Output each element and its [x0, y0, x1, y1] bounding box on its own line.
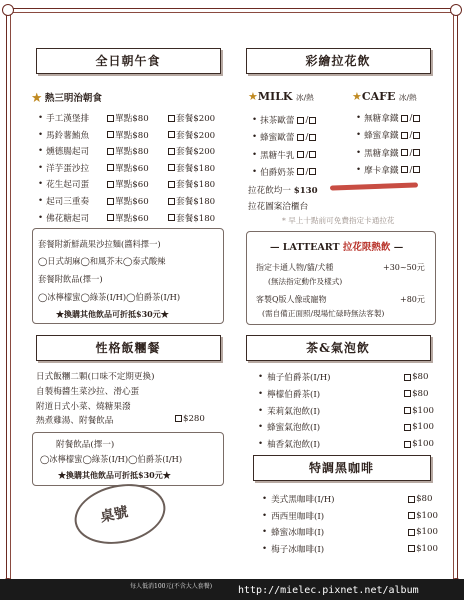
checkbox[interactable]: [168, 198, 175, 205]
milk-header: ★MILK 冰/熱: [248, 90, 314, 103]
rice-line-4: 熱煮雞湯、附餐飲品: [36, 416, 114, 426]
checkbox[interactable]: [401, 115, 408, 122]
item-name: 黑糖拿鐵: [364, 148, 399, 159]
item-name: 柚子伯爵茶(I/H): [267, 373, 331, 383]
rice-line-1: 日式飯糰二顆(口味不定期更換): [36, 372, 155, 382]
checkbox[interactable]: [107, 198, 114, 205]
footer-url[interactable]: http://mielec.pixnet.net/album: [238, 585, 419, 596]
item-name: 梅子冰咖啡(I): [271, 544, 325, 555]
item-price: $100: [412, 405, 434, 416]
breakfast-header-box: [36, 48, 221, 74]
rice-line-2: 自製梅醬生菜沙拉、滑心蛋: [36, 387, 140, 397]
footer-bar: [0, 579, 464, 600]
checkbox[interactable]: [413, 149, 420, 156]
item-name: 蜂蜜歐蕾: [260, 133, 295, 144]
item-name: 手工漢堡排: [46, 114, 90, 124]
checkbox[interactable]: [404, 407, 411, 414]
bullet: •: [262, 527, 268, 538]
star-icon: ★: [352, 90, 362, 103]
rice-title: 性格飯糰餐: [95, 341, 161, 355]
bullet: •: [38, 146, 44, 157]
tea-item: [258, 438, 434, 450]
item-name: 燻德腸起司: [46, 147, 90, 158]
corner-ornament: [2, 4, 14, 16]
latteart-opt1: 指定卡通人物/貓/犬種: [256, 263, 334, 272]
set-price: 套餐$180: [176, 163, 216, 174]
slash: /: [409, 113, 413, 123]
item-name: 抹茶歐蕾: [260, 116, 295, 126]
checkbox[interactable]: [168, 164, 175, 171]
cafe-item: [356, 112, 421, 124]
rice-header-box: [36, 335, 221, 361]
checkbox[interactable]: [175, 415, 182, 422]
item-name: 黑糖牛乳: [260, 150, 295, 161]
sauce-options[interactable]: ◯日式胡麻◯和風芥末◯泰式酸辣: [38, 256, 166, 266]
checkbox[interactable]: [107, 164, 114, 171]
checkbox[interactable]: [404, 441, 411, 448]
tea-item: [258, 421, 434, 433]
bullet: •: [258, 388, 264, 399]
item-price: $80: [412, 372, 429, 382]
bullet: •: [38, 162, 44, 173]
coffee-item: [262, 510, 438, 522]
bullet: •: [38, 212, 44, 223]
checkbox[interactable]: [297, 117, 304, 124]
bullet: •: [252, 166, 258, 177]
item-name: 佛花糖起司: [46, 213, 90, 224]
checkbox[interactable]: [107, 148, 114, 155]
tea-title: 茶&氣泡飲: [306, 341, 370, 355]
checkbox[interactable]: [107, 115, 114, 122]
checkbox[interactable]: [413, 132, 420, 139]
single-price: 單點$60: [115, 180, 149, 191]
checkbox[interactable]: [168, 131, 175, 138]
latte-title: 彩繪拉花飲: [305, 54, 371, 68]
breakfast-item: [38, 129, 215, 141]
tea-item: [258, 388, 428, 400]
checkbox[interactable]: [404, 424, 411, 431]
bullet: •: [258, 439, 264, 450]
milk-item: [252, 166, 317, 178]
tea-header-box: [246, 335, 431, 361]
checkbox[interactable]: [408, 496, 415, 503]
item-price: $100: [416, 543, 438, 554]
checkbox[interactable]: [297, 134, 304, 141]
latte-free-note: * 早上十點前可免費指定卡通拉花: [282, 216, 395, 225]
cafe-header: ★CAFE 冰/熱: [352, 90, 417, 103]
slash: /: [305, 149, 309, 160]
bullet: •: [262, 494, 268, 504]
item-price: $100: [416, 527, 438, 538]
cafe-item: [356, 129, 421, 141]
bullet: •: [38, 196, 44, 206]
checkbox[interactable]: [297, 151, 304, 158]
checkbox[interactable]: [107, 131, 114, 138]
rice-drink-options[interactable]: ◯冰檸檬蜜◯綠茶(I/H)◯伯爵茶(I/H): [40, 454, 183, 464]
bullet: •: [38, 179, 44, 190]
item-name: 伯爵奶茶: [260, 167, 295, 178]
set-price: 套餐$180: [176, 180, 216, 191]
item-name: 洋芋蛋沙拉: [46, 163, 90, 174]
item-name: 馬鈴薯鮪魚: [46, 130, 90, 141]
breakfast-item: [38, 162, 215, 174]
single-price: 單點$80: [115, 147, 149, 158]
rice-swap-note: ★換購其他飲品可折抵$30元★: [58, 470, 171, 480]
slash: /: [409, 130, 413, 141]
single-price: 單點$80: [115, 130, 149, 141]
slash: /: [305, 166, 309, 177]
item-name: 美式黑咖啡(I/H): [271, 495, 335, 505]
coffee-title: 特調黑咖啡: [308, 461, 374, 475]
latteart-opt1-price: +30~50元: [383, 263, 425, 272]
checkbox[interactable]: [309, 168, 316, 175]
checkbox[interactable]: [401, 166, 408, 173]
latteart-opt2-price: +80元: [400, 295, 425, 304]
item-price: $80: [416, 494, 433, 504]
checkbox[interactable]: [413, 166, 420, 173]
breakfast-item: [38, 145, 215, 157]
bullet: •: [258, 422, 264, 433]
bullet: •: [262, 510, 268, 521]
latte-price-line: 拉花飲均一 $130: [248, 186, 318, 196]
item-price: $100: [416, 510, 438, 521]
checkbox[interactable]: [309, 151, 316, 158]
item-name: 無糖拿鐵: [364, 114, 399, 124]
checkbox[interactable]: [107, 181, 114, 188]
slash: /: [409, 164, 413, 175]
rice-line-3: 附道日式小菜、燒糖果潑: [36, 402, 131, 412]
slash: /: [305, 132, 309, 143]
coffee-item: [262, 526, 438, 538]
checkbox[interactable]: [309, 134, 316, 141]
rice-drink-title: 附餐飲品(擇一): [56, 440, 115, 450]
checkbox[interactable]: [404, 390, 411, 397]
checkbox[interactable]: [404, 374, 411, 381]
milk-item: [252, 149, 317, 161]
latteart-title: — LATTEART 拉花限熱飲 —: [270, 242, 404, 253]
bullet: •: [38, 113, 44, 123]
slash: /: [305, 115, 309, 125]
cafe-item: [356, 147, 421, 159]
cafe-item: [356, 164, 421, 176]
checkbox[interactable]: [168, 181, 175, 188]
checkbox[interactable]: [408, 512, 415, 519]
bullet: •: [38, 129, 44, 140]
bullet: •: [356, 130, 362, 141]
checkbox[interactable]: [408, 529, 415, 536]
checkbox[interactable]: [297, 168, 304, 175]
item-price: $80: [412, 388, 429, 399]
set-note-salad: 套餐附新鮮蔬果沙拉麵(醬料擇一): [38, 239, 161, 249]
coffee-item: [262, 493, 432, 505]
slash: /: [409, 147, 413, 158]
checkbox[interactable]: [168, 148, 175, 155]
item-price: $100: [412, 422, 434, 433]
rice-price: $280: [174, 414, 205, 424]
swap-note: ★換購其他飲品可折抵$30元★: [56, 309, 169, 319]
single-price: 單點$60: [115, 197, 149, 207]
star-icon: ★: [248, 90, 258, 103]
checkbox[interactable]: [408, 545, 415, 552]
checkbox[interactable]: [168, 214, 175, 221]
latte-header-box: [246, 48, 431, 74]
single-price: 單點$80: [115, 114, 149, 124]
bullet: •: [356, 113, 362, 123]
coffee-item: [262, 543, 438, 555]
table-number-label: 桌號: [98, 504, 130, 526]
latte-consult: 拉花圖案洽櫃台: [248, 202, 309, 212]
item-name: 蜂蜜冰咖啡(I): [271, 528, 325, 539]
set-note-drink: 套餐附飲品(擇一): [38, 274, 103, 284]
bullet: •: [252, 149, 258, 160]
bullet: •: [356, 147, 362, 158]
latteart-opt1-sub: (無法指定動作及樣式): [268, 277, 343, 286]
item-name: 西西里咖啡(I): [271, 511, 325, 522]
bullet: •: [258, 405, 264, 416]
checkbox[interactable]: [401, 132, 408, 139]
item-name: 蜂蜜拿鐵: [364, 131, 399, 142]
drink-options[interactable]: ◯冰檸檬蜜◯綠茶(I/H)◯伯爵茶(I/H): [38, 292, 181, 302]
single-price: 單點$60: [115, 163, 149, 174]
bullet: •: [356, 164, 362, 175]
set-price: 套餐$200: [176, 114, 216, 124]
corner-ornament: [450, 4, 462, 16]
milk-item: [252, 131, 317, 143]
bullet: •: [262, 543, 268, 554]
breakfast-item: [38, 178, 215, 190]
breakfast-item: [38, 112, 215, 124]
latteart-opt2: 客製Q版人像或寵物: [256, 295, 327, 304]
set-price: 套餐$200: [176, 130, 216, 141]
bullet: •: [252, 132, 258, 143]
item-name: 起司三重奏: [46, 197, 90, 207]
item-price: $100: [412, 439, 434, 450]
item-name: 蜂蜜氣泡飲(I): [267, 423, 321, 434]
item-name: 檸檬伯爵茶(I): [267, 389, 321, 400]
milk-item: [252, 114, 317, 126]
single-price: 單點$60: [115, 213, 149, 224]
latteart-opt2-sub: (需自備正面照/現場忙碌時無法客製): [262, 309, 385, 318]
breakfast-title: 全日朝午食: [95, 54, 161, 68]
breakfast-item: [38, 212, 215, 224]
item-name: 柚香氣泡飲(I): [267, 440, 321, 451]
bullet: •: [252, 115, 258, 125]
checkbox[interactable]: [168, 115, 175, 122]
breakfast-item: [38, 195, 215, 207]
checkbox[interactable]: [401, 149, 408, 156]
checkbox[interactable]: [107, 214, 114, 221]
item-name: 花生起司蛋: [46, 180, 90, 191]
item-name: 摩卡拿鐵: [364, 165, 399, 176]
star-icon: ★: [32, 93, 42, 104]
item-name: 茉莉氣泡飲(I): [267, 406, 321, 417]
breakfast-subtitle: ★ 熱三明治朝食: [32, 93, 102, 104]
checkbox[interactable]: [413, 115, 420, 122]
set-price: 套餐$180: [176, 213, 216, 224]
set-price: 套餐$180: [176, 197, 216, 207]
set-price: 套餐$200: [176, 147, 216, 158]
footer-note: 每人低消100元(不含大人套餐): [130, 583, 213, 590]
bullet: •: [258, 372, 264, 382]
coffee-header-box: [253, 455, 431, 481]
tea-item: [258, 405, 434, 417]
tea-item: [258, 371, 428, 383]
checkbox[interactable]: [309, 117, 316, 124]
